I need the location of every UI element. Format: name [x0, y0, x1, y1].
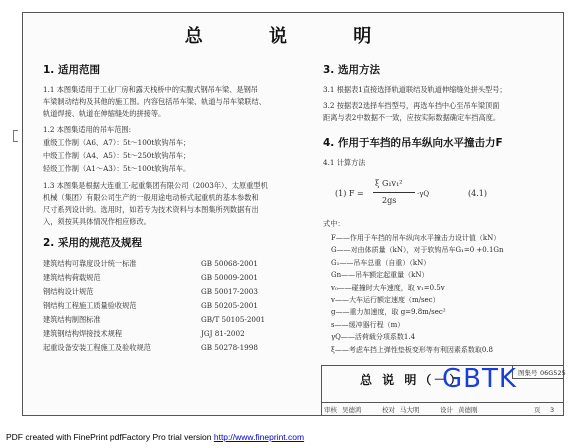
section-1-1-text-cont: 车梁制动结构及其他的施工图。内容包括吊车梁、轨道与吊车梁联结、	[43, 97, 266, 106]
definition-line: γQ——活荷载分项系数1.4	[331, 333, 416, 342]
pdf-footer	[6, 432, 304, 442]
definition-line: v——大车运行额定速度（m/sec）	[331, 296, 440, 304]
standard-name: 钢结构工程施工质量验收规范	[43, 301, 137, 310]
standard-name: 钢结构设计规范	[43, 287, 94, 296]
binding-mark	[13, 130, 18, 142]
definition-line: ξ——考虑车挡上弹性垫板变形等有利因素系数取0.8	[331, 345, 493, 354]
review-label: 审核	[324, 406, 337, 414]
definition-line: s——缓冲器行程（m）	[331, 320, 405, 329]
section-4-heading: 4. 作用于车挡的吊车纵向水平撞击力F	[323, 137, 503, 149]
crane-range-light-value: 5t～100t软钩吊车。	[123, 164, 191, 173]
watermark-logo: GBTK	[442, 364, 517, 394]
standard-code: GB 50017-2003	[201, 287, 258, 296]
section-1-1-text-cont2: 轨道焊接、轨道在伸缩缝处的拼接等。	[43, 109, 166, 118]
formula-number: (4.1)	[468, 189, 487, 198]
drawing-title: 总 说 明（一）	[360, 373, 465, 387]
drawing-sheet	[22, 12, 564, 416]
section-1-3-text: 1.3 本图集是根据大连重工·起重集团有限公司（2003年）、太原重型机	[43, 181, 268, 190]
standard-name: 建筑结构制图标准	[43, 315, 101, 324]
atlas-number-label: 图集号	[518, 369, 538, 377]
standard-code: JGJ 81-2002	[201, 329, 245, 338]
formula-fraction-bar	[373, 192, 415, 193]
definition-line: Gn——吊车额定起重量（kN）	[331, 271, 429, 280]
standard-code: GB 50068-2001	[201, 259, 258, 268]
standard-name: 建筑结构荷载规范	[43, 273, 101, 282]
standard-code: GB 50278-1998	[201, 343, 258, 352]
section-3-2-text-cont: 距离与表2中数据不一致，应按实际数据确定车挡高度。	[323, 113, 501, 122]
section-2-heading: 2. 采用的规范及规程	[43, 237, 142, 249]
reviewer-name: 吴德鸿	[342, 406, 362, 414]
footer-text: PDF created with FinePrint pdfFactory Pro trial version	[6, 432, 214, 442]
section-1-3-text-cont2: 尺寸系列设计的。选用时，如若专为技术资料与本图集所列数据有出	[43, 205, 259, 214]
definitions-heading: 式中：	[323, 219, 345, 228]
atlas-number: 06G525	[540, 369, 566, 377]
section-3-1-text: 3.1 根据表1直接选择轨道联结及轨道伸缩缝处拼头型号；	[323, 85, 507, 94]
tb-row-line	[512, 378, 564, 379]
crane-range-medium-label: 中级工作制（A4、A5）：	[43, 151, 124, 160]
page-number: 3	[550, 406, 555, 414]
section-1-1-text: 1.1 本图集适用于工业厂房和露天栈桥中的实腹式钢吊车梁、是钢吊	[43, 85, 258, 94]
page-title: 总 说 明	[184, 26, 402, 47]
standard-code: GB 50009-2001	[201, 273, 258, 282]
standard-name: 建筑钢结构焊接技术规程	[43, 329, 123, 338]
tb-row-line-bottom	[322, 402, 564, 403]
standard-name: 建筑结构可靠度设计统一标准	[43, 259, 137, 268]
section-1-3-text-cont: 机械（集团）有限公司生产的一般用途电动桥式起重机的基本参数和	[43, 193, 259, 202]
formula-denominator: 2gs	[382, 196, 397, 205]
definition-line: F——作用于车挡的吊车纵向水平撞击力设计值（kN）	[331, 234, 501, 242]
crane-range-heavy-label: 重级工作制（A6、A7）：	[43, 138, 124, 147]
standard-name: 起重设备安装工程施工及验收规范	[43, 343, 151, 352]
crane-range-light-label: 轻级工作制（A1～A3）：	[43, 164, 124, 173]
section-3-2-text: 3.2 按据表2选择车挡型号，再选车挡中心至吊车梁顶面	[323, 101, 500, 110]
section-1-heading: 1. 适用范围	[43, 64, 100, 76]
design-label: 设计	[440, 406, 453, 414]
definition-line: G——对由体质量（kN），对于软钩吊车G₁=0 +0.1Gn	[331, 246, 504, 255]
designer-name: 黄德刚	[458, 406, 478, 414]
section-1-3-text-cont3: 入，须按其具体情况作相应修改。	[43, 217, 151, 226]
footer-link[interactable]: http://www.fineprint.com	[213, 432, 305, 442]
formula-numerator: ξ G₁v₁²	[375, 179, 403, 188]
section-4-1-subheading: 4.1 计算方法	[323, 158, 366, 167]
formula-lhs: (1) F =	[335, 189, 364, 198]
formula-factor: ·γQ	[417, 190, 430, 198]
crane-range-heavy-value: 5t～100t软钩吊车；	[123, 138, 191, 147]
check-label: 校对	[382, 406, 395, 414]
page-label: 页	[534, 406, 541, 414]
crane-range-medium-value: 5t～250t软钩吊车；	[123, 151, 191, 160]
definition-line: G₁——吊车总重（自重）（kN）	[331, 258, 431, 267]
section-3-heading: 3. 选用方法	[323, 64, 380, 76]
definition-line: v₀——碰撞时大车速度，取 v₁=0.5v	[331, 283, 445, 292]
standard-code: GB/T 50105-2001	[201, 315, 266, 324]
checker-name: 马大明	[400, 406, 420, 414]
standard-code: GB 50205-2001	[201, 301, 258, 310]
section-1-2-text: 1.2 本图集适用的吊车范围:	[43, 125, 132, 134]
definition-line: g——重力加速度，取 g=9.8m/sec²	[331, 308, 446, 317]
